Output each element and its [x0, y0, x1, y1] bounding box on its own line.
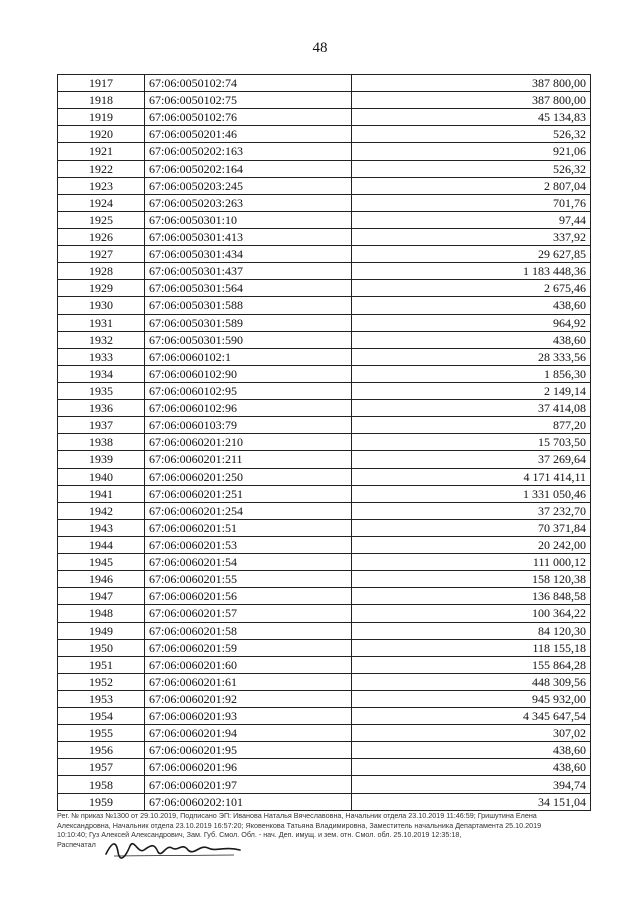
- table-row: [58, 263, 591, 280]
- row-number: 1941: [58, 485, 145, 502]
- table-row: [58, 75, 591, 92]
- row-number: 1932: [58, 331, 145, 348]
- cadastral-number: 67:06:0060201:51: [145, 519, 352, 536]
- cadastral-number: 67:06:0050202:164: [145, 160, 352, 177]
- cadastral-value: 70 371,84: [352, 519, 591, 536]
- cadastral-number: 67:06:0060201:211: [145, 451, 352, 468]
- table-row: [58, 382, 591, 399]
- cadastral-number: 67:06:0060201:61: [145, 673, 352, 690]
- table-row: [58, 708, 591, 725]
- table-row: [58, 622, 591, 639]
- table-row: [58, 160, 591, 177]
- cadastral-number: 67:06:0060201:254: [145, 502, 352, 519]
- cadastral-number: 67:06:0060202:101: [145, 793, 352, 810]
- row-number: 1947: [58, 588, 145, 605]
- cadastral-number: 67:06:0050301:434: [145, 246, 352, 263]
- table-row: [58, 673, 591, 690]
- cadastral-value: 387 800,00: [352, 92, 591, 109]
- row-number: 1922: [58, 160, 145, 177]
- table-row: [58, 485, 591, 502]
- table-row: [58, 143, 591, 160]
- row-number: 1959: [58, 793, 145, 810]
- cadastral-value: 701,76: [352, 194, 591, 211]
- cadastral-number: 67:06:0050301:589: [145, 314, 352, 331]
- row-number: 1924: [58, 194, 145, 211]
- cadastral-value: 136 848,58: [352, 588, 591, 605]
- table-row: [58, 468, 591, 485]
- footer-line-3: 10:10:40; Гуз Алексей Александрович, Зам. Губ. Смол. Обл. - нач. Деп. имущ. и зем. отн. Смол. обл. 25.10.2019 12:35:18,: [57, 830, 462, 840]
- cadastral-value: 964,92: [352, 314, 591, 331]
- row-number: 1925: [58, 211, 145, 228]
- table-body: [58, 75, 591, 811]
- cadastral-number: 67:06:0060201:55: [145, 571, 352, 588]
- cadastral-value: 438,60: [352, 742, 591, 759]
- row-number: 1937: [58, 417, 145, 434]
- table-row: [58, 246, 591, 263]
- row-number: 1927: [58, 246, 145, 263]
- table-row: [58, 417, 591, 434]
- row-number: 1929: [58, 280, 145, 297]
- cadastral-value: 2 675,46: [352, 280, 591, 297]
- page-number: 48: [312, 40, 328, 56]
- cadastral-number: 67:06:0060201:60: [145, 656, 352, 673]
- cadastral-value: 526,32: [352, 160, 591, 177]
- cadastral-number: 67:06:0050301:588: [145, 297, 352, 314]
- table-row: [58, 280, 591, 297]
- table-row: [58, 776, 591, 793]
- cadastral-number: 67:06:0050102:76: [145, 109, 352, 126]
- cadastral-number: 67:06:0050301:413: [145, 228, 352, 245]
- cadastral-number: 67:06:0060201:53: [145, 536, 352, 553]
- cadastral-value: 28 333,56: [352, 348, 591, 365]
- cadastral-value: 37 269,64: [352, 451, 591, 468]
- table-row: [58, 331, 591, 348]
- table-row: [58, 451, 591, 468]
- cadastral-value: 1 856,30: [352, 365, 591, 382]
- cadastral-value: 4 171 414,11: [352, 468, 591, 485]
- table-row: [58, 228, 591, 245]
- printed-by-label: Распечатал: [57, 839, 96, 849]
- table-row: [58, 92, 591, 109]
- cadastral-number: 67:06:0050201:46: [145, 126, 352, 143]
- cadastral-number: 67:06:0050203:245: [145, 177, 352, 194]
- cadastral-value: 84 120,30: [352, 622, 591, 639]
- cadastral-value: 921,06: [352, 143, 591, 160]
- cadastral-value: 158 120,38: [352, 571, 591, 588]
- table-row: [58, 177, 591, 194]
- row-number: 1931: [58, 314, 145, 331]
- table-row: [58, 434, 591, 451]
- cadastral-value: 45 134,83: [352, 109, 591, 126]
- cadastral-value: 15 703,50: [352, 434, 591, 451]
- row-number: 1946: [58, 571, 145, 588]
- table-row: [58, 725, 591, 742]
- cadastral-number: 67:06:0060201:93: [145, 708, 352, 725]
- table-row: [58, 793, 591, 810]
- row-number: 1935: [58, 382, 145, 399]
- cadastral-value: 100 364,22: [352, 605, 591, 622]
- cadastral-number: 67:06:0050102:74: [145, 75, 352, 92]
- row-number: 1944: [58, 536, 145, 553]
- table-row: [58, 588, 591, 605]
- cadastral-value: 1 331 050,46: [352, 485, 591, 502]
- cadastral-number: 67:06:0060201:58: [145, 622, 352, 639]
- cadastral-number: 67:06:0060201:94: [145, 725, 352, 742]
- cadastral-value: 1 183 448,36: [352, 263, 591, 280]
- table-row: [58, 211, 591, 228]
- table-row: [58, 759, 591, 776]
- cadastral-value-table: [57, 74, 591, 811]
- table-row: [58, 126, 591, 143]
- cadastral-value: 337,92: [352, 228, 591, 245]
- cadastral-value: 111 000,12: [352, 554, 591, 571]
- cadastral-value: 387 800,00: [352, 75, 591, 92]
- footer-line-1: Рег. № приказ №1300 от 29.10.2019, Подписано ЭП: Иванова Наталья Вячеславовна, Начальник отдела 23.10.2019 11:46:59; Гришутина Елена: [57, 811, 537, 820]
- row-number: 1939: [58, 451, 145, 468]
- cadastral-number: 67:06:0060201:57: [145, 605, 352, 622]
- cadastral-value: 37 414,08: [352, 400, 591, 417]
- cadastral-number: 67:06:0060102:95: [145, 382, 352, 399]
- table-row: [58, 297, 591, 314]
- cadastral-number: 67:06:0050301:564: [145, 280, 352, 297]
- cadastral-value: 20 242,00: [352, 536, 591, 553]
- cadastral-value: 37 232,70: [352, 502, 591, 519]
- cadastral-number: 67:06:0050102:75: [145, 92, 352, 109]
- cadastral-number: 67:06:0060102:96: [145, 400, 352, 417]
- cadastral-number: 67:06:0060103:79: [145, 417, 352, 434]
- row-number: 1957: [58, 759, 145, 776]
- row-number: 1918: [58, 92, 145, 109]
- row-number: 1943: [58, 519, 145, 536]
- table-row: [58, 536, 591, 553]
- cadastral-number: 67:06:0060201:95: [145, 742, 352, 759]
- table-row: [58, 348, 591, 365]
- row-number: 1945: [58, 554, 145, 571]
- cadastral-value: 2 807,04: [352, 177, 591, 194]
- row-number: 1919: [58, 109, 145, 126]
- cadastral-number: 67:06:0060201:210: [145, 434, 352, 451]
- cadastral-value: 4 345 647,54: [352, 708, 591, 725]
- cadastral-value: 34 151,04: [352, 793, 591, 810]
- row-number: 1934: [58, 365, 145, 382]
- row-number: 1933: [58, 348, 145, 365]
- row-number: 1926: [58, 228, 145, 245]
- row-number: 1948: [58, 605, 145, 622]
- row-number: 1940: [58, 468, 145, 485]
- cadastral-value: 394,74: [352, 776, 591, 793]
- table-row: [58, 639, 591, 656]
- row-number: 1951: [58, 656, 145, 673]
- cadastral-number: 67:06:0050301:590: [145, 331, 352, 348]
- cadastral-value: 438,60: [352, 759, 591, 776]
- cadastral-number: 67:06:0050301:10: [145, 211, 352, 228]
- row-number: 1921: [58, 143, 145, 160]
- cadastral-value: 945 932,00: [352, 690, 591, 707]
- cadastral-value: 118 155,18: [352, 639, 591, 656]
- table-row: [58, 314, 591, 331]
- cadastral-number: 67:06:0060201:92: [145, 690, 352, 707]
- cadastral-number: 67:06:0050202:163: [145, 143, 352, 160]
- row-number: 1923: [58, 177, 145, 194]
- table-row: [58, 400, 591, 417]
- row-number: 1952: [58, 673, 145, 690]
- row-number: 1955: [58, 725, 145, 742]
- cadastral-number: 67:06:0060201:97: [145, 776, 352, 793]
- handwritten-signature: [104, 836, 244, 860]
- row-number: 1917: [58, 75, 145, 92]
- table-row: [58, 571, 591, 588]
- cadastral-value: 2 149,14: [352, 382, 591, 399]
- cadastral-number: 67:06:0060201:56: [145, 588, 352, 605]
- table-row: [58, 194, 591, 211]
- cadastral-value: 97,44: [352, 211, 591, 228]
- table-row: [58, 519, 591, 536]
- table-row: [58, 365, 591, 382]
- table-row: [58, 690, 591, 707]
- cadastral-number: 67:06:0050203:263: [145, 194, 352, 211]
- cadastral-number: 67:06:0060201:54: [145, 554, 352, 571]
- footer-line-2: Александровна, Начальник отдела 23.10.2019 16:57:20; Яковенкова Татьяна Владимировна, Заместитель начальника Департамента 25.10.2019: [57, 820, 542, 830]
- row-number: 1938: [58, 434, 145, 451]
- table-row: [58, 656, 591, 673]
- cadastral-value: 155 864,28: [352, 656, 591, 673]
- row-number: 1920: [58, 126, 145, 143]
- table-row: [58, 605, 591, 622]
- row-number: 1928: [58, 263, 145, 280]
- row-number: 1956: [58, 742, 145, 759]
- row-number: 1958: [58, 776, 145, 793]
- cadastral-value: 438,60: [352, 331, 591, 348]
- cadastral-number: 67:06:0060201:59: [145, 639, 352, 656]
- table-row: [58, 742, 591, 759]
- cadastral-value: 526,32: [352, 126, 591, 143]
- table-row: [58, 554, 591, 571]
- cadastral-number: 67:06:0050301:437: [145, 263, 352, 280]
- cadastral-number: 67:06:0060201:96: [145, 759, 352, 776]
- row-number: 1949: [58, 622, 145, 639]
- row-number: 1954: [58, 708, 145, 725]
- row-number: 1942: [58, 502, 145, 519]
- table-row: [58, 502, 591, 519]
- row-number: 1930: [58, 297, 145, 314]
- cadastral-value: 29 627,85: [352, 246, 591, 263]
- row-number: 1953: [58, 690, 145, 707]
- cadastral-number: 67:06:0060102:90: [145, 365, 352, 382]
- row-number: 1936: [58, 400, 145, 417]
- cadastral-number: 67:06:0060201:251: [145, 485, 352, 502]
- cadastral-value: 307,02: [352, 725, 591, 742]
- table-row: [58, 109, 591, 126]
- cadastral-value: 448 309,56: [352, 673, 591, 690]
- cadastral-number: 67:06:0060102:1: [145, 348, 352, 365]
- cadastral-value: 877,20: [352, 417, 591, 434]
- cadastral-number: 67:06:0060201:250: [145, 468, 352, 485]
- cadastral-value: 438,60: [352, 297, 591, 314]
- row-number: 1950: [58, 639, 145, 656]
